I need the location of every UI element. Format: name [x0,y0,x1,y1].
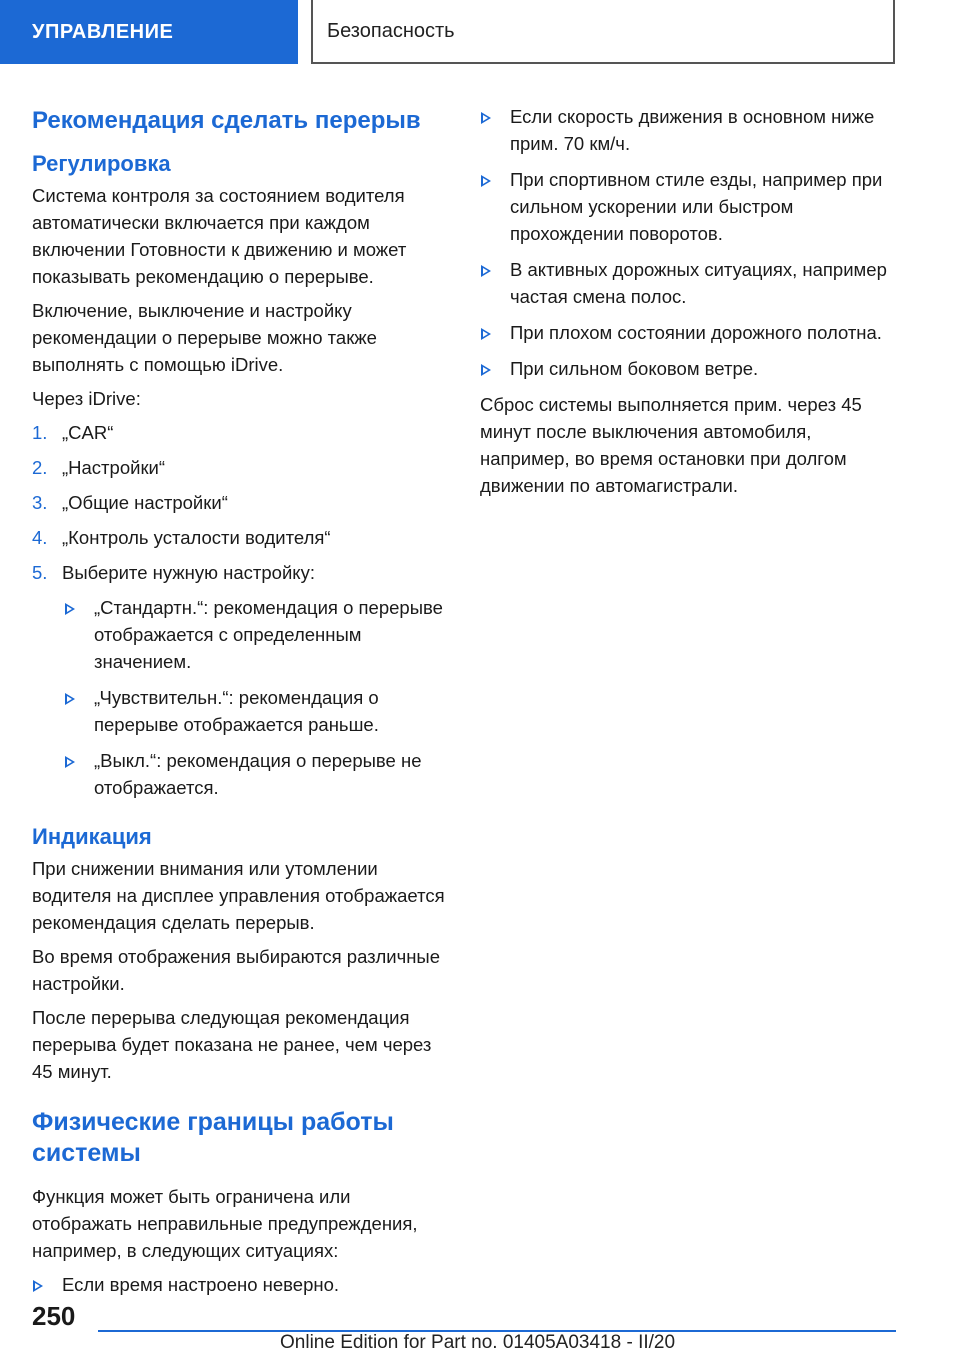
left-column [32,100,450,1307]
subheading-indication: Индикация [32,824,152,849]
list-item [480,103,898,157]
list-item [480,355,898,382]
section-title-limits: Физические границы работы системы [32,1108,394,1167]
right-column [480,103,898,506]
option-text: „Выкл.“: рекомендация о перерыве не отображается. [94,750,422,798]
step-number: 3. [32,492,48,513]
triangle-bullet-icon [481,328,491,340]
triangle-bullet-icon [481,364,491,376]
option-text: „Чувствительн.“: рекомендация о перерыве отображается раньше. [94,687,379,735]
list-item [64,747,450,801]
list-item [32,1271,450,1298]
triangle-bullet-icon [65,603,75,615]
paragraph: Функция может быть ограничена или отображать неправильные предупреждения, например, в следующих ситуациях: [32,1186,418,1261]
paragraph: Во время отображения выбираются различные настройки. [32,946,441,994]
bullet-text: При спортивном стиле езды, например при сильном ускорении или быстром прохождении поворотов. [510,169,883,244]
step-number: 4. [32,527,48,548]
list-item [480,166,898,247]
triangle-bullet-icon [33,1280,43,1292]
options-list [64,594,450,801]
section-tab [0,0,298,64]
triangle-bullet-icon [481,112,491,124]
paragraph: При снижении внимания или утомлении водителя на дисплее управления отображается рекомендация сделать перерыв. [32,858,445,933]
chapter-title: Безопасность [327,19,455,42]
bullet-text: Если скорость движения в основном ниже прим. 70 км/ч. [510,106,875,154]
step-text: „Контроль усталости водителя“ [62,527,331,548]
step-text: „Настройки“ [62,457,166,478]
paragraph: Сброс системы выполняется прим. через 45 минут после выключения автомобиля, например, во время остановки при долгом движении по автомагистрали. [480,394,862,496]
paragraph: Система контроля за состоянием водителя автоматически включается при каждом включении Готовности к движению и может показывать рекомендацию о перерыве. [32,185,407,287]
section-title: Рекомендация сделать перерыв [32,107,421,134]
list-item [64,594,450,675]
steps-list [32,419,450,801]
option-text: „Стандартн.“: рекомендация о перерыве отображается с определенным значением. [94,597,443,672]
triangle-bullet-icon [481,265,491,277]
paragraph: Через iDrive: [32,388,141,409]
paragraph: После перерыва следующая рекомендация перерыва будет показана не ранее, чем через 45 минут. [32,1007,432,1082]
step-text: Выберите нужную настройку: [62,562,315,583]
step-number: 2. [32,457,48,478]
section-label: УПРАВЛЕНИЕ [32,20,174,43]
list-item [480,319,898,346]
step-item [32,559,450,801]
paragraph: Включение, выключение и настройку рекомендации о перерыве можно также выполнять с помощью iDrive. [32,300,377,375]
step-text: „CAR“ [62,422,114,443]
step-item [32,524,450,551]
subheading-adjustment: Регулировка [32,151,171,176]
step-number: 5. [32,562,48,583]
step-item [32,454,450,481]
limits-list-continued [480,103,898,382]
step-item [32,419,450,446]
chapter-header [311,0,895,64]
triangle-bullet-icon [65,756,75,768]
triangle-bullet-icon [481,175,491,187]
step-item [32,489,450,516]
footer-edition: Online Edition for Part no. 01405A03418 - II/20 [280,1332,676,1353]
bullet-text: Если время настроено неверно. [62,1274,340,1295]
list-item [64,684,450,738]
bullet-text: В активных дорожных ситуациях, например частая смена полос. [510,259,887,307]
bullet-text: При плохом состоянии дорожного полотна. [510,322,882,343]
bullet-text: При сильном боковом ветре. [510,358,759,379]
step-text: „Общие настройки“ [62,492,228,513]
step-number: 1. [32,422,48,443]
triangle-bullet-icon [65,693,75,705]
limits-list [32,1271,450,1298]
page-number: 250 [32,1301,76,1331]
list-item [480,256,898,310]
